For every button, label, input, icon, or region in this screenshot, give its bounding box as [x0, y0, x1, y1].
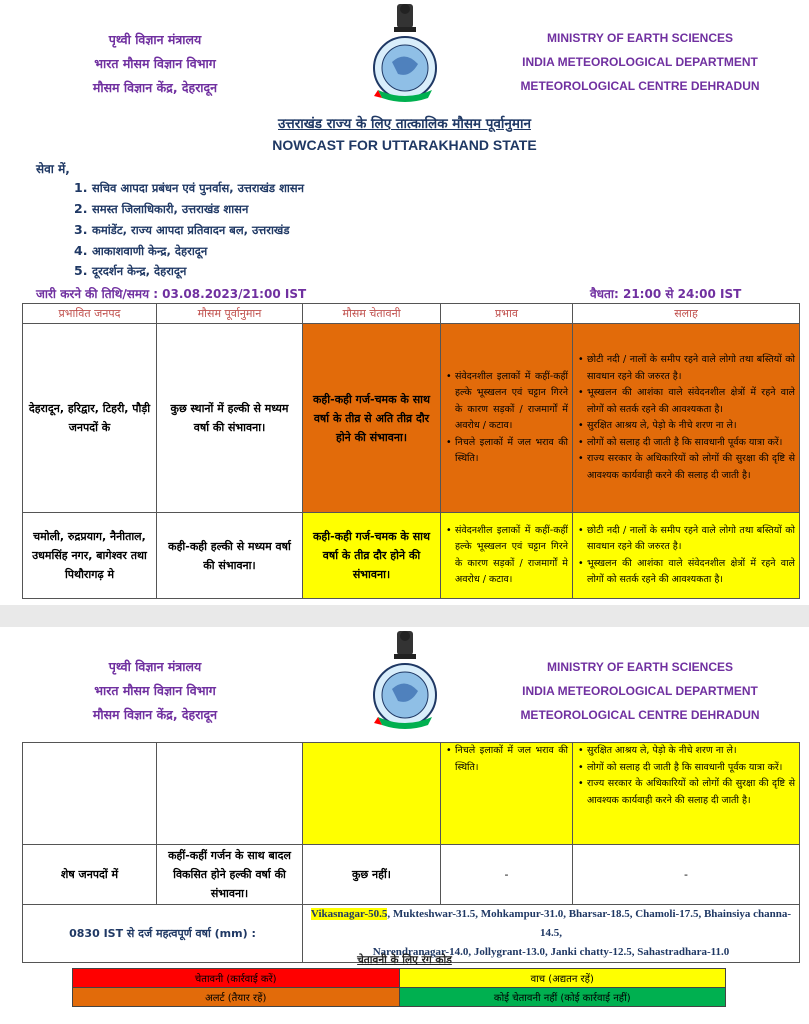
- header-english-line-1: MINISTRY OF EARTH SCIENCES: [546, 660, 734, 674]
- row3-advice: -: [573, 845, 800, 905]
- table-header-row: [23, 304, 800, 324]
- rainfall-highlight: Vikasnagar-50.5: [310, 908, 388, 920]
- row1-forecast: कुछ स्थानों में हल्की से मध्यम वर्षा की संभावना।: [157, 324, 303, 513]
- header-english-line-1: MINISTRY OF EARTH SCIENCES: [546, 31, 734, 45]
- advice-item: • भूस्खलन की आशंका वाले संवेदनशील क्षेत्रों में रहने वाले लोगों को सतर्क रहने की आवश्यकता है।: [587, 385, 795, 418]
- row2-districts-cont: [23, 743, 157, 845]
- recipient-item: 5. दूरदर्शन केन्द्र, देहरादून: [74, 263, 187, 278]
- recipient-item: 1. सचिव आपदा प्रबंधन एवं पुनर्वास, उत्तराखंड शासन: [74, 180, 305, 195]
- header-affected-districts: प्रभावित जनपद: [23, 304, 157, 324]
- rainfall-line-2: Narendranagar-14.0, Jollygrant-13.0, Janki chatty-12.5, Sahastradhara-11.0: [372, 946, 730, 958]
- header-hindi-line-2: भारत मौसम विज्ञान विभाग: [94, 56, 216, 71]
- row3-warning: कुछ नहीं।: [303, 845, 441, 905]
- header-english-line-3: METEOROLOGICAL CENTRE DEHRADUN: [520, 708, 760, 722]
- row2-warning-cont: [303, 743, 441, 845]
- rainfall-line-1: , Mukteshwar-31.5, Mohkampur-31.0, Bharsar-18.5, Chamoli-17.5, Bhainsiya channa-14.5,: [387, 908, 792, 939]
- title-english: NOWCAST FOR UTTARAKHAND STATE: [272, 137, 537, 153]
- row1-impacts: [441, 324, 573, 513]
- header-english: [500, 26, 780, 98]
- impact-item: • निचले इलाकों में जल भराव की स्थिति।: [455, 435, 568, 468]
- header-warning: मौसम चेतावनी: [303, 304, 441, 324]
- header-hindi-line-1: पृथ्वी विज्ञान मंत्रालय: [108, 659, 202, 674]
- advice-item: • भूस्खलन की आशंका वाले संवेदनशील क्षेत्रों में रहने वाले लोगों को सतर्क रहने की आवश्यकता है।: [587, 556, 795, 589]
- row1-advice: [573, 324, 800, 513]
- header-english-line-2: INDIA METEOROLOGICAL DEPARTMENT: [522, 684, 758, 698]
- row2-forecast-cont: [157, 743, 303, 845]
- header-english-line-3: METEOROLOGICAL CENTRE DEHRADUN: [520, 79, 760, 93]
- row2-advice-cont: [573, 743, 800, 845]
- header-forecast: मौसम पूर्वानुमान: [157, 304, 303, 324]
- row3-districts: शेष जनपदों में: [23, 845, 157, 905]
- header-hindi-line-3: मौसम विज्ञान केंद्र, देहरादून: [92, 80, 218, 95]
- header-hindi-line-3: मौसम विज्ञान केंद्र, देहरादून: [92, 707, 218, 722]
- validity-period: वैधता: 21:00 से 24:00 IST: [590, 287, 742, 301]
- advice-item: • सुरक्षित आश्रय ले, पेड़ो के नीचे शरण ना ले।: [587, 418, 795, 435]
- recipient-item: 2. समस्त जिलाधिकारी, उत्तराखंड शासन: [74, 201, 249, 216]
- header-english-line-2: INDIA METEOROLOGICAL DEPARTMENT: [522, 55, 758, 69]
- advice-item: • राज्य सरकार के अधिकारियों को लोगों की सुरक्षा की दृष्टि से आवश्यक कार्यवाही करने की सलाह दी जाती है।: [587, 451, 795, 484]
- header-hindi: [60, 28, 250, 100]
- advice-item: • राज्य सरकार के अधिकारियों को लोगों की सुरक्षा की दृष्टि से आवश्यक कार्यवाही करने की सलाह दी जाती है।: [587, 776, 795, 809]
- row3-impacts: -: [441, 845, 573, 905]
- header-advice: सलाह: [573, 304, 800, 324]
- legend-alert: अलर्ट (तैयार रहें): [73, 988, 400, 1007]
- nowcast-table: [22, 303, 800, 599]
- header-english: [500, 655, 780, 727]
- row2-impacts: [441, 513, 573, 599]
- row2-advice: [573, 513, 800, 599]
- advice-item: • छोटी नदी / नालों के समीप रहने वाले लोगो तथा बस्तियों को सावधान रहने की जरुरत है।: [587, 352, 795, 385]
- row1-districts: देहरादून, हरिद्वार, टिहरी, पौड़ी जनपदों के: [23, 324, 157, 513]
- issue-datetime: जारी करने की तिथि/समय : 03.08.2023/21:00 IST: [36, 287, 307, 301]
- header-hindi: [60, 655, 250, 727]
- row2-forecast: कही-कही हल्की से मध्यम वर्षा की संभावना।: [157, 513, 303, 599]
- legend-warning: चेतावनी (कार्रवाई करें): [73, 969, 400, 988]
- header-impact: प्रभाव: [441, 304, 573, 324]
- recipient-item: 3. कमांडेंट, राज्य आपदा प्रतिवादन बल, उत्तराखंड: [74, 222, 290, 237]
- legend-watch: वाच (अद्यतन रहें): [399, 969, 726, 988]
- page-separator: [0, 605, 809, 627]
- recipient-item: 4. आकाशवाणी केन्द्र, देहरादून: [74, 243, 208, 258]
- header-hindi-line-1: पृथ्वी विज्ञान मंत्रालय: [108, 32, 202, 47]
- advice-item: • सुरक्षित आश्रय ले, पेड़ो के नीचे शरण ना ले।: [587, 743, 795, 760]
- row1-warning: कही-कही गर्ज-चमक के साथ वर्षा के तीव्र से अति तीव्र दौर होने की संभावना।: [303, 324, 441, 513]
- imd-emblem-logo: [370, 2, 440, 107]
- header-hindi-line-2: भारत मौसम विज्ञान विभाग: [94, 683, 216, 698]
- table-row: [23, 513, 800, 599]
- imd-emblem-logo: [370, 629, 440, 734]
- table-row: [23, 324, 800, 513]
- legend-no-warning: कोई चेतावनी नहीं (कोई कार्रवाई नहीं): [399, 988, 726, 1007]
- nowcast-table-continued: [22, 742, 800, 963]
- recipients-heading: सेवा में,: [36, 162, 70, 176]
- table-row: [23, 743, 800, 845]
- color-code-legend: [72, 968, 726, 1007]
- impact-item: • संवेदनशील इलाकों में कहीं-कहीं हल्के भूस्खलन एवं चट्टान गिरने के कारण सड़कों / राजमार्गों में अवरोध / कटाव।: [455, 369, 568, 435]
- rainfall-label: 0830 IST से दर्ज महत्वपूर्ण वर्षा (mm) :: [23, 905, 303, 963]
- row2-districts: चमोली, रुद्रप्रयाग, नैनीताल, उधमसिंह नगर, बागेश्वर तथा पिथौरागढ़ मे: [23, 513, 157, 599]
- title-hindi: उत्तराखंड राज्य के लिए तात्कालिक मौसम पूर्वानुमान: [278, 116, 531, 132]
- row2-warning: कही-कही गर्ज-चमक के साथ वर्षा के तीव्र दौर होने की संभावना।: [303, 513, 441, 599]
- impact-item: • संवेदनशील इलाकों में कहीं-कहीं हल्के भूस्खलन एवं चट्टान गिरने के कारण सड़कों / राजमार्गों मे अवरोध / कटाव।: [455, 523, 568, 589]
- legend-title: चेतावनी के लिए रंग कोड: [357, 954, 452, 966]
- advice-item: • लोगों को सलाह दी जाती है कि सावधानी पूर्वक यात्रा करें।: [587, 435, 795, 452]
- advice-item: • छोटी नदी / नालों के समीप रहने वाले लोगो तथा बस्तियों को सावधान रहने की जरुरत है।: [587, 523, 795, 556]
- advice-item: • लोगों को सलाह दी जाती है कि सावधानी पूर्वक यात्रा करें।: [587, 760, 795, 777]
- table-row: [23, 845, 800, 905]
- impact-item: • निचले इलाकों में जल भराव की स्थिति।: [455, 743, 568, 776]
- row2-impacts-cont: [441, 743, 573, 845]
- row3-forecast: कहीं-कहीं गर्जन के साथ बादल विकसित होने हल्की वर्षा की संभावना।: [157, 845, 303, 905]
